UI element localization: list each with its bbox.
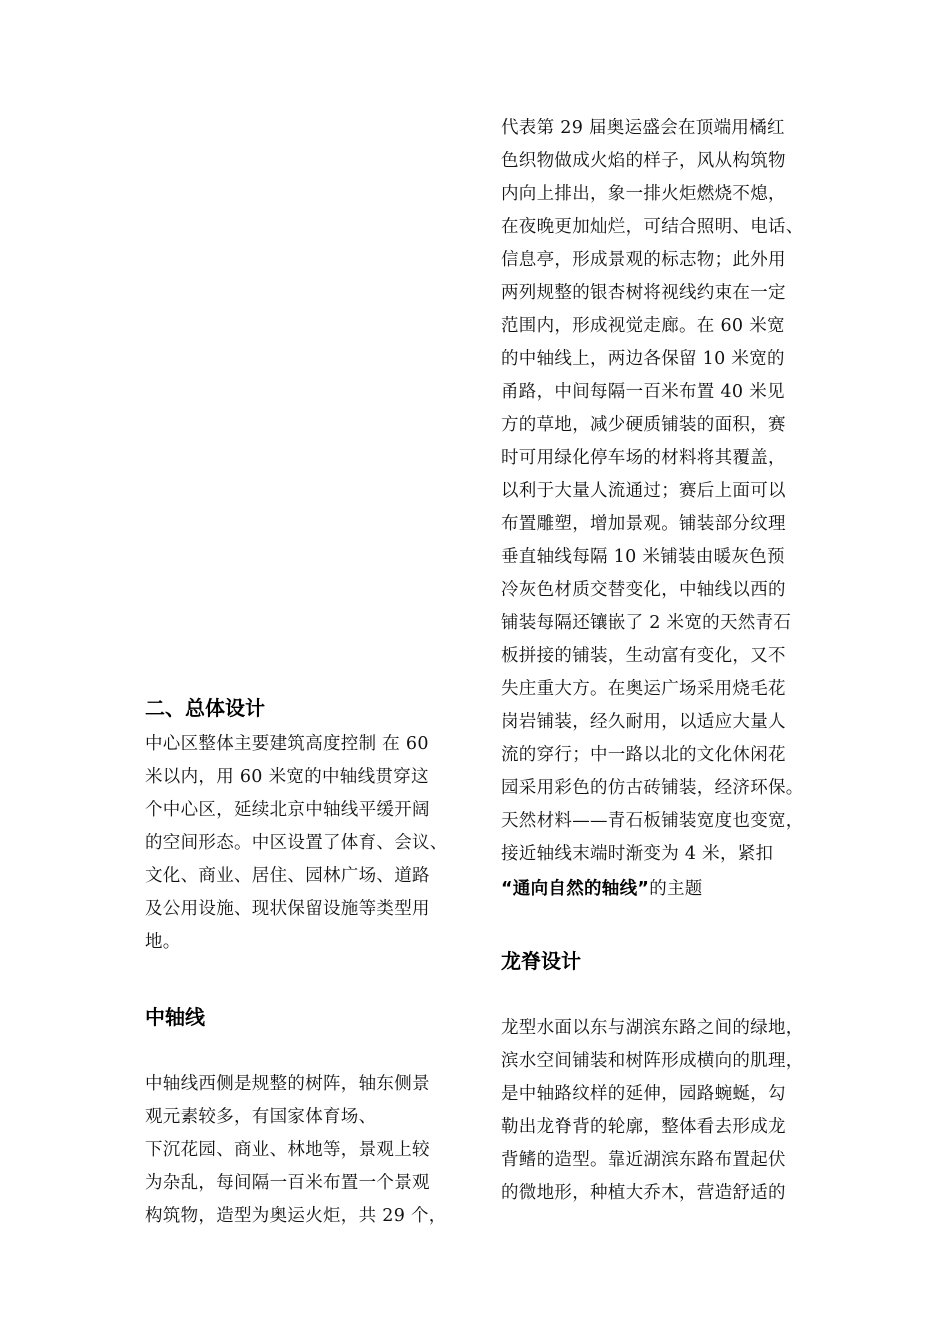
paragraph-line: 的空间形态。中区设置了体育、会议、 bbox=[145, 833, 448, 853]
paragraph-line: 布置雕塑，增加景观。铺装部分纹理 bbox=[501, 514, 786, 534]
paragraph-line: 在夜晚更加灿烂，可结合照明、电话、 bbox=[501, 217, 804, 237]
paragraph-line: 地。 bbox=[145, 932, 181, 952]
paragraph-line: 时可用绿化停车场的材料将其覆盖， bbox=[501, 448, 786, 468]
paragraph-line: 滨水空间铺装和树阵形成横向的肌理， bbox=[501, 1051, 804, 1071]
paragraph-line-theme bbox=[501, 881, 703, 899]
paragraph-line: 园采用彩色的仿古砖铺装，经济环保。 bbox=[501, 778, 804, 798]
paragraph-line: 代表第 29 届奥运盛会在顶端用橘红 bbox=[501, 118, 785, 138]
paragraph-line: 板拼接的铺装，生动富有变化，又不 bbox=[501, 646, 786, 666]
paragraph-line: 失庄重大方。在奥运广场采用烧毛花 bbox=[501, 679, 786, 699]
paragraph-line: 文化、商业、居住、园林广场、道路 bbox=[145, 866, 430, 886]
paragraph-line: 冷灰色材质交替变化，中轴线以西的 bbox=[501, 580, 786, 600]
paragraph-line: 以利于大量人流通过；赛后上面可以 bbox=[501, 481, 786, 501]
paragraph-line: 米以内，用 60 米宽的中轴线贯穿这 bbox=[145, 767, 429, 787]
paragraph-line: 是中轴路纹样的延伸，园路蜿蜒，勾 bbox=[501, 1084, 786, 1104]
paragraph-line: 为杂乱，每间隔一百米布置一个景观 bbox=[145, 1173, 430, 1193]
paragraph-line: 方的草地，减少硬质铺装的面积，赛 bbox=[501, 415, 786, 435]
paragraph-line: 岗岩铺装，经久耐用，以适应大量人 bbox=[501, 712, 786, 732]
paragraph-line: 垂直轴线每隔 10 米铺装由暖灰色预 bbox=[501, 547, 785, 567]
paragraph-line: 构筑物，造型为奥运火炬，共 29 个， bbox=[145, 1206, 447, 1226]
paragraph-line: 范围内，形成视觉走廊。在 60 米宽 bbox=[501, 316, 785, 336]
paragraph-line: 中轴线西侧是规整的树阵，轴东侧景 bbox=[145, 1074, 430, 1094]
paragraph-line: 下沉花园、商业、林地等，景观上较 bbox=[145, 1140, 430, 1160]
paragraph-line: 色织物做成火焰的样子，风从构筑物 bbox=[501, 151, 786, 171]
paragraph-line: 两列规整的银杏树将视线约束在一定 bbox=[501, 283, 786, 303]
section-heading-central-axis: 中轴线 bbox=[145, 1005, 205, 1029]
paragraph-line: 中心区整体主要建筑高度控制 在 60 bbox=[145, 734, 429, 754]
paragraph-line: 的微地形，种植大乔木，营造舒适的 bbox=[501, 1183, 786, 1203]
paragraph-line: 铺装每隔还镶嵌了 2 米宽的天然青石 bbox=[501, 613, 792, 633]
paragraph-line: 的中轴线上，两边各保留 10 米宽的 bbox=[501, 349, 785, 369]
section-heading-dragon-spine: 龙脊设计 bbox=[501, 949, 581, 973]
paragraph-line: 背鳍的造型。靠近湖滨东路布置起伏 bbox=[501, 1150, 786, 1170]
paragraph-line: 信息亭，形成景观的标志物；此外用 bbox=[501, 250, 786, 270]
theme-quote: “通向自然的轴线” bbox=[501, 879, 650, 899]
theme-suffix: 的主题 bbox=[649, 879, 703, 899]
paragraph-line: 龙型水面以东与湖滨东路之间的绿地， bbox=[501, 1018, 804, 1038]
paragraph-line: 甬路，中间每隔一百米布置 40 米见 bbox=[501, 382, 785, 402]
paragraph-line: 个中心区，延续北京中轴线平缓开阔 bbox=[145, 800, 430, 820]
paragraph-line: 观元素较多，有国家体育场、 bbox=[145, 1107, 377, 1127]
paragraph-line: 接近轴线末端时渐变为 4 米，紧扣 bbox=[501, 844, 774, 864]
paragraph-line: 及公用设施、现状保留设施等类型用 bbox=[145, 899, 430, 919]
paragraph-line: 天然材料——青石板铺装宽度也变宽， bbox=[501, 811, 804, 831]
paragraph-line: 流的穿行；中一路以北的文化休闲花 bbox=[501, 745, 786, 765]
paragraph-line: 内向上排出，象一排火炬燃烧不熄， bbox=[501, 184, 786, 204]
section-heading-overall-design: 二、总体设计 bbox=[145, 696, 265, 720]
paragraph-line: 勒出龙脊背的轮廓，整体看去形成龙 bbox=[501, 1117, 786, 1137]
